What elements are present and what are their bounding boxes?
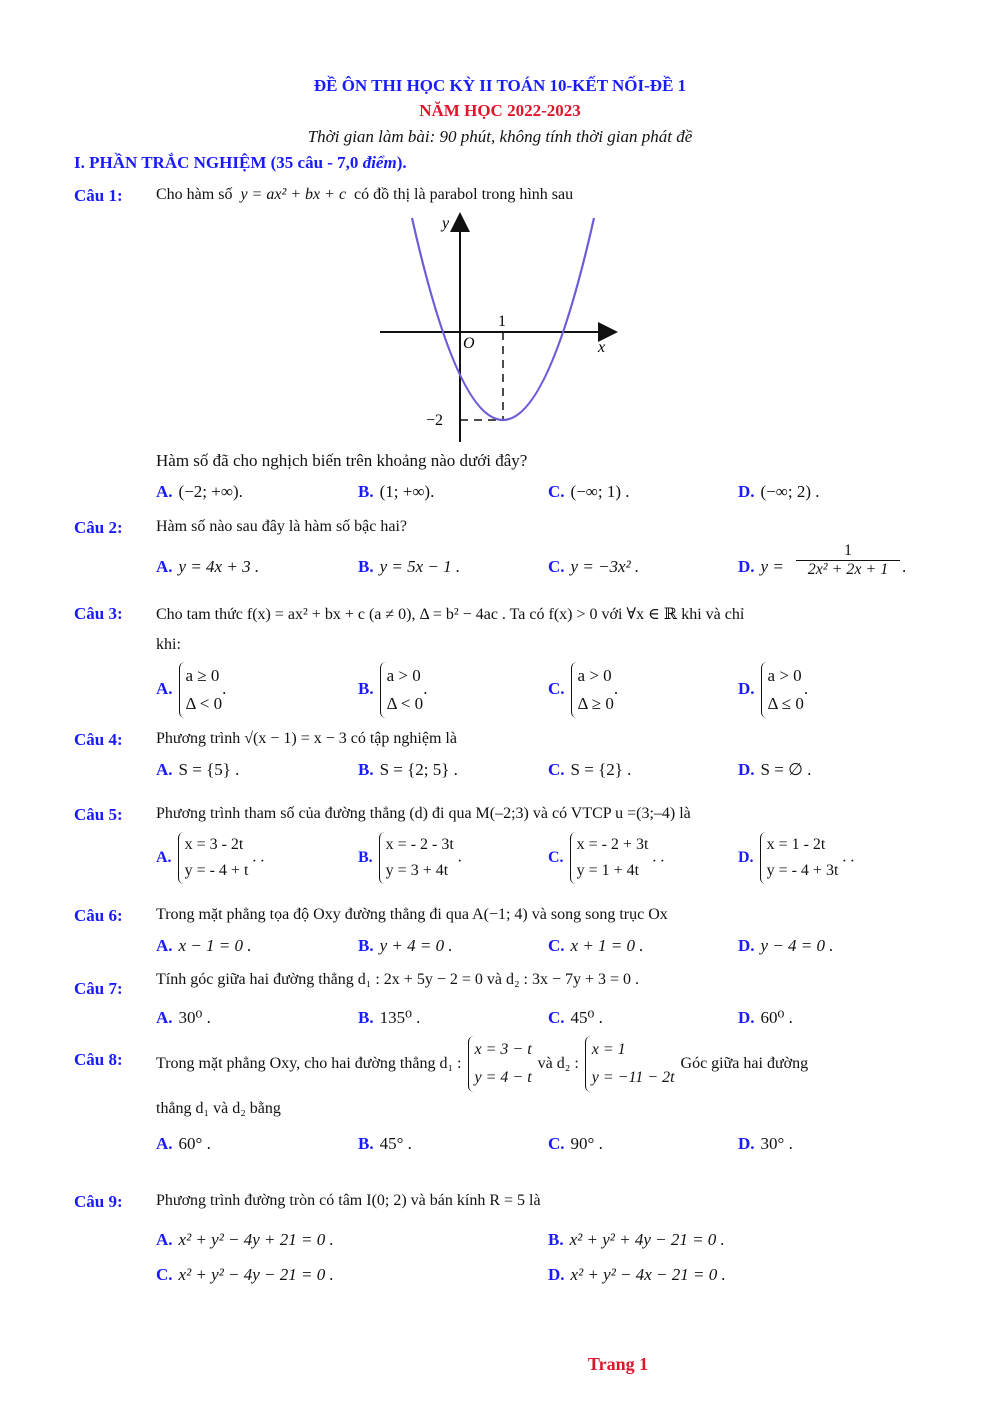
q8-option-b[interactable]: B. 45° . <box>358 1134 412 1153</box>
tick-x-label: 1 <box>498 313 506 330</box>
question-5-text: Phương trình tham số của đường thẳng (d) đi qua M(–2;3) và có VTCP u =(3;–4) là <box>156 805 691 822</box>
question-6-text: Trong mặt phẳng tọa độ Oxy đường thẳng đi qua A(−1; 4) và song song trục Ox <box>156 906 668 923</box>
q3-option-c[interactable]: C. a > 0 Δ ≥ 0 . <box>548 662 618 718</box>
question-9-label: Câu 9: <box>74 1192 123 1211</box>
q6-option-a[interactable]: A. x − 1 = 0 . <box>156 936 252 955</box>
q8-option-d[interactable]: D. 30° . <box>738 1134 793 1153</box>
q6-option-b[interactable]: B. y + 4 = 0 . <box>358 936 453 955</box>
x-axis-label: x <box>598 339 606 356</box>
question-1-label: Câu 1: <box>74 186 123 205</box>
question-7-text: Tính góc giữa hai đường thẳng d₁ : 2x + 5y − 2 = 0 và d₂ : 3x − 7y + 3 = 0 . <box>156 971 640 988</box>
y-axis-label: y <box>442 215 450 232</box>
question-8-label: Câu 8: <box>74 1050 123 1069</box>
q9-option-a[interactable]: A. x² + y² − 4y + 21 = 0 . <box>156 1230 334 1249</box>
tick-y-label: −2 <box>426 412 444 429</box>
exam-time: Thời gian làm bài: 90 phút, không tính thời gian phát đề <box>307 127 693 146</box>
q1-option-a[interactable]: A. (−2; +∞). <box>156 482 243 501</box>
q9-option-b[interactable]: B. x² + y² + 4y − 21 = 0 . <box>548 1230 725 1249</box>
origin-label: O <box>463 335 475 352</box>
q2-option-d[interactable]: D. y = <box>738 557 784 576</box>
q2-option-b[interactable]: B. y = 5x − 1 . <box>358 557 461 576</box>
school-year: NĂM HỌC 2022-2023 <box>419 101 581 120</box>
q5-option-c[interactable]: C. x = - 2 + 3t y = 1 + 4t . . <box>548 832 664 884</box>
question-3-label: Câu 3: <box>74 604 123 623</box>
page-number: Trang 1 <box>587 1354 649 1374</box>
q7-option-b[interactable]: B. 135⁰ . <box>358 1008 421 1027</box>
q1-option-b[interactable]: B. (1; +∞). <box>358 482 435 501</box>
q3-option-b[interactable]: B. a > 0 Δ < 0 . <box>358 662 427 718</box>
question-5-label: Câu 5: <box>74 805 123 824</box>
q8-option-c[interactable]: C. 90° . <box>548 1134 603 1153</box>
q1-option-c[interactable]: C. (−∞; 1) . <box>548 482 630 501</box>
question-4-label: Câu 4: <box>74 730 123 749</box>
q7-option-d[interactable]: D. 60⁰ . <box>738 1008 793 1027</box>
q5-option-a[interactable]: A. x = 3 - 2t y = - 4 + t . . <box>156 832 264 884</box>
question-7-label: Câu 7: <box>74 979 123 998</box>
question-9-text: Phương trình đường tròn có tâm I(0; 2) và bán kính R = 5 là <box>156 1192 541 1209</box>
question-3-text-2: khi: <box>156 636 181 653</box>
q2-fraction: 1 2x² + 2x + 1 <box>796 542 900 579</box>
q8-option-a[interactable]: A. 60° . <box>156 1134 211 1153</box>
question-8-text: Trong mặt phẳng Oxy, cho hai đường thẳng d₁ : x = 3 − t y = 4 − t và d₂ : x = 1 y = −11 − 2t Góc giữa hai đường <box>156 1036 808 1092</box>
question-4-text: Phương trình √(x − 1) = x − 3 có tập nghiệm là <box>156 730 457 747</box>
q4-option-b[interactable]: B. S = {2; 5} . <box>358 760 458 779</box>
q4-option-d[interactable]: D. S = ∅ . <box>738 760 812 779</box>
parabola-graph <box>370 210 620 450</box>
question-3-text: Cho tam thức f(x) = ax² + bx + c (a ≠ 0), Δ = b² − 4ac . Ta có f(x) > 0 với ∀x ∈ ℝ khi và chỉ <box>156 606 745 623</box>
q2-fraction-end: . <box>902 557 907 576</box>
q3-option-a[interactable]: A. a ≥ 0 Δ < 0 . <box>156 662 226 718</box>
question-6-label: Câu 6: <box>74 906 123 925</box>
q7-option-c[interactable]: C. 45⁰ . <box>548 1008 603 1027</box>
q9-option-d[interactable]: D. x² + y² − 4x − 21 = 0 . <box>548 1265 726 1284</box>
question-1-subtext: Hàm số đã cho nghịch biến trên khoảng nào dưới đây? <box>156 451 528 470</box>
q5-option-d[interactable]: D. x = 1 - 2t y = - 4 + 3t . . <box>738 832 854 884</box>
question-8-text-2: thẳng d₁ và d₂ bằng <box>156 1100 281 1117</box>
q4-option-c[interactable]: C. S = {2} . <box>548 760 632 779</box>
q1-option-d[interactable]: D. (−∞; 2) . <box>738 482 820 501</box>
q6-option-c[interactable]: C. x + 1 = 0 . <box>548 936 644 955</box>
question-2-text: Hàm số nào sau đây là hàm số bậc hai? <box>156 518 408 535</box>
q7-option-a[interactable]: A. 30⁰ . <box>156 1008 211 1027</box>
q9-option-c[interactable]: C. x² + y² − 4y − 21 = 0 . <box>156 1265 334 1284</box>
q2-option-a[interactable]: A. y = 4x + 3 . <box>156 557 260 576</box>
q5-option-b[interactable]: B. x = - 2 - 3t y = 3 + 4t . <box>358 832 462 884</box>
question-1-text: Cho hàm số y = ax² + bx + c có đồ thị là parabol trong hình sau <box>156 186 574 203</box>
q6-option-d[interactable]: D. y − 4 = 0 . <box>738 936 834 955</box>
section-heading: I. PHẦN TRẮC NGHIỆM (35 câu - 7,0 điểm). <box>74 153 407 172</box>
q3-option-d[interactable]: D. a > 0 Δ ≤ 0 . <box>738 662 808 718</box>
q4-option-a[interactable]: A. S = {5} . <box>156 760 240 779</box>
question-2-label: Câu 2: <box>74 518 123 537</box>
q2-option-c[interactable]: C. y = −3x² . <box>548 557 640 576</box>
document-title: ĐỀ ÔN THI HỌC KỲ II TOÁN 10-KẾT NỐI-ĐỀ 1 <box>313 76 687 95</box>
